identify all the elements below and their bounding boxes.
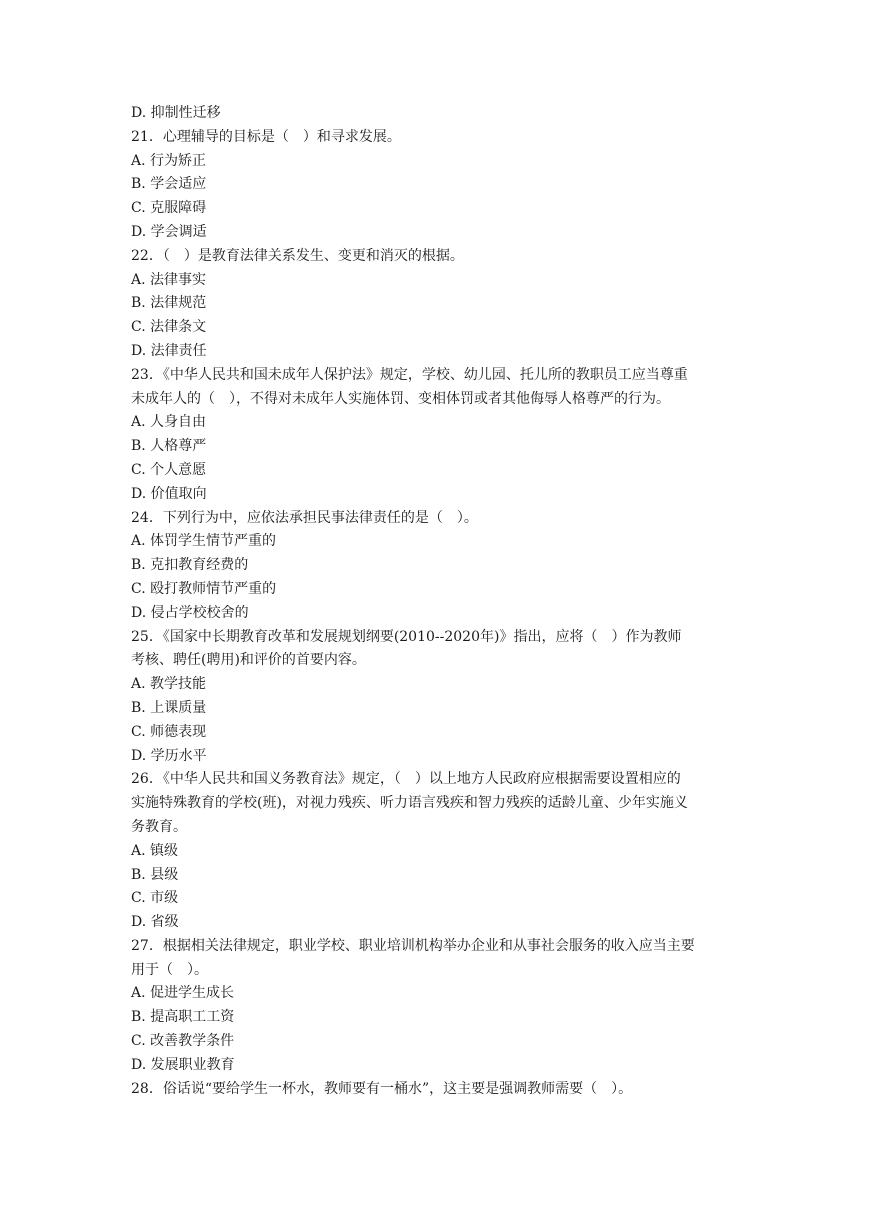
option-line: C. 市级 bbox=[131, 890, 179, 907]
option-line: D. 省级 bbox=[131, 914, 179, 931]
question-27-continued: 用于（ ）。 bbox=[131, 961, 208, 978]
option-line: C. 师德表现 bbox=[131, 723, 207, 740]
option-line: D. 发展职业教育 bbox=[131, 1056, 235, 1073]
question-21: 21．心理辅导的目标是（ ）和寻求发展。 bbox=[131, 128, 401, 145]
document-page bbox=[131, 102, 751, 1101]
question-24: 24．下列行为中，应依法承担民事法律责任的是（ ）。 bbox=[131, 509, 478, 526]
question-26-continued: 务教育。 bbox=[131, 818, 187, 835]
option-line: A. 促进学生成长 bbox=[131, 985, 235, 1002]
option-line: B. 学会适应 bbox=[131, 176, 207, 193]
option-line: D. 法律责任 bbox=[131, 342, 207, 359]
question-27: 27．根据相关法律规定，职业学校、职业培训机构举办企业和从事社会服务的收入应当主要 bbox=[131, 937, 695, 954]
question-23-continued: 未成年人的（ ），不得对未成年人实施体罚、变相体罚或者其他侮辱人格尊严的行为。 bbox=[131, 390, 670, 407]
option-line: C. 法律条文 bbox=[131, 319, 207, 336]
option-line: D. 侵占学校校舍的 bbox=[131, 604, 249, 621]
question-26-continued: 实施特殊教育的学校(班)，对视力残疾、听力语言残疾和智力残疾的适龄儿童、少年实施义 bbox=[131, 795, 688, 812]
option-line: D. 价值取向 bbox=[131, 485, 207, 502]
option-line: B. 法律规范 bbox=[131, 295, 207, 312]
option-line: A. 人身自由 bbox=[131, 414, 207, 431]
question-23: 23．《中华人民共和国未成年人保护法》规定，学校、幼儿园、托儿所的教职员工应当尊重 bbox=[131, 366, 688, 383]
option-line: A. 镇级 bbox=[131, 842, 179, 859]
option-line: B. 人格尊严 bbox=[131, 438, 207, 455]
option-line: A. 行为矫正 bbox=[131, 152, 207, 169]
option-line: C. 个人意愿 bbox=[131, 461, 207, 478]
question-22: 22．（ ）是教育法律关系发生、变更和消灭的根据。 bbox=[131, 247, 464, 264]
option-line: D. 抑制性迁移 bbox=[131, 105, 221, 121]
option-line: C. 改善教学条件 bbox=[131, 1033, 235, 1050]
option-line: C. 克服障碍 bbox=[131, 200, 207, 217]
question-28: 28．俗话说“要给学生一杯水，教师要有一桶水”，这主要是强调教师需要（ ）。 bbox=[131, 1080, 633, 1097]
option-line: B. 克扣教育经费的 bbox=[131, 557, 249, 574]
option-line: A. 体罚学生情节严重的 bbox=[131, 533, 277, 550]
option-line: A. 法律事实 bbox=[131, 271, 207, 288]
question-25-continued: 考核、聘任(聘用)和评价的首要内容。 bbox=[131, 652, 366, 669]
option-line: D. 学历水平 bbox=[131, 747, 207, 764]
option-line: A. 教学技能 bbox=[131, 676, 207, 693]
option-line: B. 提高职工工资 bbox=[131, 1009, 235, 1026]
option-line: B. 上课质量 bbox=[131, 699, 207, 716]
question-25: 25．《国家中长期教育改革和发展规划纲要(2010--2020年)》指出，应将（ ）作为教师 bbox=[131, 628, 682, 645]
option-line: C. 殴打教师情节严重的 bbox=[131, 580, 277, 597]
question-26: 26．《中华人民共和国义务教育法》规定，（ ）以上地方人民政府应根据需要设置相应的 bbox=[131, 771, 681, 788]
option-line: D. 学会调适 bbox=[131, 223, 207, 240]
option-line: B. 县级 bbox=[131, 866, 179, 883]
